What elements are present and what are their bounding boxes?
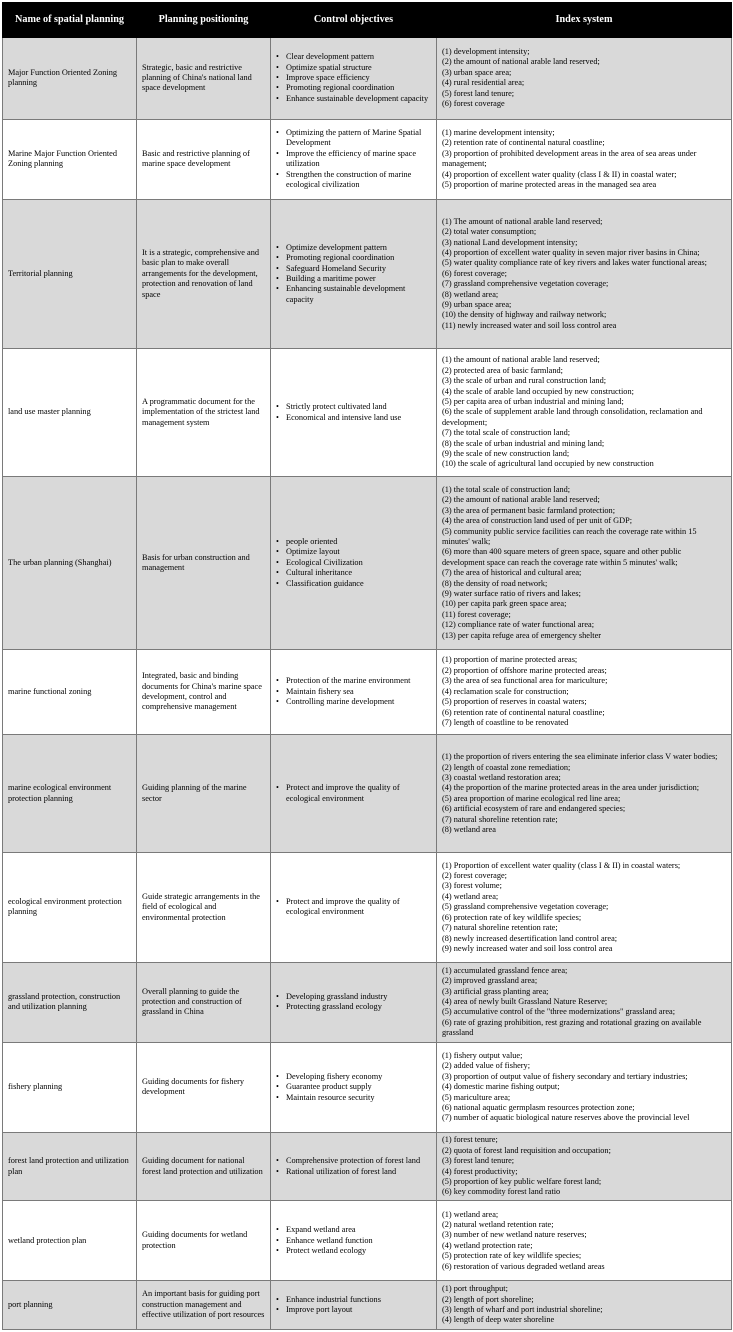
objectives-list <box>276 676 431 707</box>
index-list <box>442 1284 726 1326</box>
control-objectives-cell <box>271 200 437 349</box>
index-item: (2) natural wetland retention rate; <box>442 1219 554 1229</box>
objective-item: • Protect wetland ecology <box>276 1246 431 1256</box>
objective-item: • Enhance sustainable development capacity <box>276 94 431 104</box>
objectives-list <box>276 1156 431 1177</box>
index-item: (6) more than 400 square meters of green space, square and other public development space can reach the coverage rate within 5 minutes' walk; <box>442 547 682 567</box>
planning-name-cell: marine functional zoning <box>3 649 137 735</box>
index-list <box>442 1210 726 1272</box>
objectives-list <box>276 402 431 423</box>
index-item: (1) port throughput; <box>442 1284 508 1294</box>
table-row <box>3 477 732 649</box>
index-item: (1) the proportion of rivers entering the sea eliminate inferior class V water bodies; <box>442 752 718 762</box>
index-item: (9) urban space area; <box>442 299 512 309</box>
objectives-list <box>276 992 431 1013</box>
planning-positioning-cell: Guide strategic arrangements in the field of ecological and environmental protection <box>137 853 271 962</box>
index-item: (6) rate of grazing prohibition, rest grazing and rotational grazing on available grassland <box>442 1017 702 1038</box>
index-item: (8) the density of road network; <box>442 578 548 588</box>
planning-positioning-cell: Strategic, basic and restrictive planning of China's national land space development <box>137 38 271 120</box>
index-item: (3) proportion of prohibited development areas in the area of sea areas under management; <box>442 148 697 169</box>
index-item: (3) national Land development intensity; <box>442 237 578 247</box>
index-item: (3) the scale of urban and rural construction land; <box>442 376 607 386</box>
index-item: (8) newly increased desertification land control area; <box>442 933 618 943</box>
objectives-list <box>276 128 431 190</box>
index-item: (5) area proportion of marine ecological red line area; <box>442 793 621 803</box>
index-item: (6) key commodity forest land ratio <box>442 1187 561 1197</box>
index-item: (1) development intensity; <box>442 47 530 57</box>
header-row <box>3 3 732 38</box>
index-list <box>442 966 726 1039</box>
objective-item: • Strengthen the construction of marine ecological civilization <box>276 170 431 191</box>
planning-name-cell: Major Function Oriented Zoning planning <box>3 38 137 120</box>
control-objectives-cell <box>271 1201 437 1281</box>
objective-item: • Expand wetland area <box>276 1225 431 1235</box>
index-item: (1) wetland area; <box>442 1209 499 1219</box>
objective-item: • Classification guidance <box>276 579 431 589</box>
index-item: (3) number of new wetland nature reserves; <box>442 1230 587 1240</box>
index-item: (5) proportion of key public welfare forest land; <box>442 1177 602 1186</box>
objective-item: • Promoting regional coordination <box>276 83 431 93</box>
index-system-cell <box>437 348 732 476</box>
index-list <box>442 861 726 955</box>
index-item: (6) national aquatic germplasm resources protection zone; <box>442 1102 635 1112</box>
index-item: (10) the density of highway and railway network; <box>442 310 607 320</box>
index-item: (3) artificial grass planting area; <box>442 986 549 996</box>
control-objectives-cell <box>271 348 437 476</box>
index-item: (2) the amount of national arable land reserved; <box>442 495 600 505</box>
table-body <box>3 38 732 1330</box>
index-item: (2) quota of forest land requisition and occupation; <box>442 1145 611 1155</box>
planning-positioning-cell: Guiding documents for fishery development <box>137 1043 271 1133</box>
index-item: (5) accumulative control of the "three modernizations" grassland area; <box>442 1007 676 1017</box>
control-objectives-cell <box>271 477 437 649</box>
index-item: (1) forest tenure; <box>442 1135 498 1145</box>
index-system-cell <box>437 649 732 735</box>
index-item: (4) domestic marine fishing output; <box>442 1082 560 1092</box>
objective-item: • Improve port layout <box>276 1305 431 1315</box>
index-system-cell <box>437 1201 732 1281</box>
index-item: (2) protected area of basic farmland; <box>442 365 563 375</box>
index-item: (2) forest coverage; <box>442 871 507 881</box>
planning-positioning-cell: Overall planning to guide the protection and construction of grassland in China <box>137 962 271 1043</box>
index-item: (4) wetland protection rate; <box>442 1240 533 1250</box>
control-objectives-cell <box>271 1132 437 1201</box>
index-item: (4) the area of construction land used of per unit of GDP; <box>442 516 633 526</box>
index-item: (6) forest coverage <box>442 99 505 109</box>
objectives-list <box>276 243 431 305</box>
planning-positioning-cell: A programmatic document for the implementation of the strictest land management system <box>137 348 271 476</box>
objective-item: • Clear development pattern <box>276 52 431 62</box>
index-item: (2) added value of fishery; <box>442 1061 531 1071</box>
objective-item: • Improve the efficiency of marine space utilization <box>276 149 431 170</box>
objective-item: • Safeguard Homeland Security <box>276 264 431 274</box>
index-item: (2) proportion of offshore marine protected areas; <box>442 665 607 675</box>
objective-item: • Ecological Civilization <box>276 558 431 568</box>
index-item: (7) length of coastline to be renovated <box>442 717 569 727</box>
planning-name-cell: forest land protection and utilization plan <box>3 1132 137 1201</box>
index-item: (4) reclamation scale for construction; <box>442 686 569 696</box>
objective-item: • Enhance industrial functions <box>276 1295 431 1305</box>
planning-name-cell: Marine Major Function Oriented Zoning planning <box>3 119 137 200</box>
table-row <box>3 1280 732 1329</box>
control-objectives-cell <box>271 119 437 200</box>
table-row <box>3 735 732 853</box>
index-item: (6) the scale of supplement arable land through consolidation, reclamation and development; <box>442 407 703 427</box>
index-item: (8) wetland area; <box>442 289 499 299</box>
index-item: (3) forest land tenure; <box>442 1156 515 1166</box>
planning-name-cell: grassland protection, construction and utilization planning <box>3 962 137 1043</box>
index-item: (7) the total scale of construction land; <box>442 428 571 438</box>
index-item: (3) urban space area; <box>442 67 512 77</box>
index-item: (12) compliance rate of water functional area; <box>442 620 595 630</box>
planning-positioning-cell: An important basis for guiding port construction management and effective utilization of port resources <box>137 1280 271 1329</box>
table-row <box>3 119 732 200</box>
objective-item: • Developing fishery economy <box>276 1072 431 1082</box>
index-item: (1) The amount of national arable land reserved; <box>442 216 603 226</box>
index-item: (7) number of aquatic biological nature reserves above the provincial level <box>442 1113 690 1123</box>
index-item: (4) length of deep water shoreline <box>442 1315 555 1325</box>
objectives-list <box>276 1225 431 1256</box>
index-system-cell <box>437 119 732 200</box>
spatial-planning-table <box>2 2 732 1330</box>
index-item: (1) the total scale of construction land; <box>442 484 571 494</box>
index-item: (10) per capita park green space area; <box>442 599 567 609</box>
objective-item: • Maintain fishery sea <box>276 687 431 697</box>
header-positioning: Planning positioning <box>137 3 271 38</box>
objectives-list <box>276 897 431 918</box>
index-system-cell <box>437 200 732 349</box>
index-item: (2) length of port shoreline; <box>442 1294 534 1304</box>
objective-item: • Protect and improve the quality of ecological environment <box>276 783 431 804</box>
index-item: (4) proportion of excellent water quality (class I & II) in coastal water; <box>442 169 677 179</box>
index-list <box>442 217 726 331</box>
index-item: (5) water quality compliance rate of key rivers and lakes water functional areas; <box>442 258 707 268</box>
index-item: (4) wetland area; <box>442 891 499 901</box>
objective-item: • Protect and improve the quality of ecological environment <box>276 897 431 918</box>
planning-positioning-cell: It is a strategic, comprehensive and basic plan to make overall arrangements for the development, protection and renovation of land space <box>137 200 271 349</box>
objectives-list <box>276 1072 431 1103</box>
index-system-cell <box>437 1043 732 1133</box>
index-list <box>442 655 726 728</box>
planning-name-cell: The urban planning (Shanghai) <box>3 477 137 649</box>
index-item: (7) the area of historical and cultural area; <box>442 568 582 578</box>
header-name: Name of spatial planning <box>3 3 137 38</box>
control-objectives-cell <box>271 38 437 120</box>
objective-item: • Optimize development pattern <box>276 243 431 253</box>
objective-item: • Enhance wetland function <box>276 1236 431 1246</box>
table-row <box>3 1043 732 1133</box>
index-item: (1) the amount of national arable land reserved; <box>442 355 600 365</box>
table-row <box>3 1132 732 1201</box>
planning-name-cell: wetland protection plan <box>3 1201 137 1281</box>
index-item: (1) Proportion of excellent water quality (class I & II) in coastal waters; <box>442 860 681 870</box>
index-system-cell <box>437 853 732 962</box>
planning-name-cell: Territorial planning <box>3 200 137 349</box>
index-system-cell <box>437 962 732 1043</box>
index-item: (1) fishery output value; <box>442 1050 523 1060</box>
table-row <box>3 200 732 349</box>
objective-item: • people oriented <box>276 537 431 547</box>
index-list <box>442 485 726 641</box>
objective-item: • Protecting grassland ecology <box>276 1002 431 1012</box>
control-objectives-cell <box>271 962 437 1043</box>
objective-item: • Comprehensive protection of forest land <box>276 1156 431 1166</box>
index-item: (2) total water consumption; <box>442 227 537 237</box>
index-item: (3) the area of sea functional area for mariculture; <box>442 676 608 686</box>
index-item: (7) natural shoreline retention rate; <box>442 923 558 933</box>
index-item: (1) proportion of marine protected areas; <box>442 655 578 665</box>
index-item: (4) proportion of excellent water quality in seven major river basins in China; <box>442 247 700 257</box>
objectives-list <box>276 52 431 104</box>
objective-item: • Developing grassland industry <box>276 992 431 1002</box>
index-list <box>442 1135 726 1197</box>
table-row <box>3 649 732 735</box>
header-index-system: Index system <box>437 3 732 38</box>
index-item: (9) the scale of new construction land; <box>442 449 570 459</box>
index-list <box>442 355 726 469</box>
planning-positioning-cell: Guiding planning of the marine sector <box>137 735 271 853</box>
index-item: (9) water surface ratio of rivers and lakes; <box>442 588 581 598</box>
index-system-cell <box>437 735 732 853</box>
index-item: (2) the amount of national arable land reserved; <box>442 57 600 67</box>
index-item: (7) natural shoreline retention rate; <box>442 814 558 824</box>
objective-item: • Rational utilization of forest land <box>276 1167 431 1177</box>
index-item: (2) retention rate of continental natural coastline; <box>442 138 605 148</box>
control-objectives-cell <box>271 853 437 962</box>
control-objectives-cell <box>271 1280 437 1329</box>
index-item: (4) the proportion of the marine protected areas in the area under jurisdiction; <box>442 783 700 793</box>
index-item: (2) improved grassland area; <box>442 976 538 986</box>
table-row <box>3 853 732 962</box>
index-item: (5) grassland comprehensive vegetation coverage; <box>442 902 609 912</box>
index-list <box>442 128 726 190</box>
index-item: (5) community public service facilities can reach the coverage rate within 15 minutes' walk; <box>442 526 697 546</box>
index-item: (11) forest coverage; <box>442 609 511 619</box>
index-item: (5) mariculture area; <box>442 1092 511 1102</box>
table-row <box>3 348 732 476</box>
table-row <box>3 38 732 120</box>
table-row <box>3 962 732 1043</box>
index-item: (3) coastal wetland restoration area; <box>442 773 561 783</box>
index-item: (5) proportion of reserves in coastal waters; <box>442 697 587 707</box>
planning-name-cell: marine ecological environment protection planning <box>3 735 137 853</box>
planning-positioning-cell: Basis for urban construction and management <box>137 477 271 649</box>
index-item: (6) artificial ecosystem of rare and endangered species; <box>442 804 626 814</box>
index-item: (5) forest land tenure; <box>442 88 515 98</box>
index-item: (6) forest coverage; <box>442 268 507 278</box>
index-item: (8) wetland area <box>442 825 496 835</box>
index-item: (13) per capita refuge area of emergency shelter <box>442 630 602 640</box>
planning-positioning-cell: Basic and restrictive planning of marine space development <box>137 119 271 200</box>
header-objectives: Control objectives <box>271 3 437 38</box>
planning-positioning-cell: Integrated, basic and binding documents for China's marine space development, control and comprehensive management <box>137 649 271 735</box>
objectives-list <box>276 1295 431 1316</box>
index-item: (8) the scale of urban industrial and mining land; <box>442 438 605 448</box>
index-list <box>442 752 726 835</box>
objective-item: • Protection of the marine environment <box>276 676 431 686</box>
objective-item: • Guarantee product supply <box>276 1082 431 1092</box>
control-objectives-cell <box>271 735 437 853</box>
index-item: (5) proportion of marine protected areas in the managed sea area <box>442 180 657 190</box>
objective-item: • Economical and intensive land use <box>276 413 431 423</box>
index-item: (6) retention rate of continental natural coastline; <box>442 707 605 717</box>
index-item: (1) accumulated grassland fence area; <box>442 965 568 975</box>
objective-item: • Cultural inheritance <box>276 568 431 578</box>
objective-item: • Optimize spatial structure <box>276 63 431 73</box>
index-item: (4) the scale of arable land occupied by new construction; <box>442 386 634 396</box>
index-item: (2) length of coastal zone remediation; <box>442 762 571 772</box>
planning-name-cell: ecological environment protection planning <box>3 853 137 962</box>
table-row <box>3 1201 732 1281</box>
objective-item: • Optimizing the pattern of Marine Spatial Development <box>276 128 431 149</box>
index-item: (6) protection rate of key wildlife species; <box>442 912 582 922</box>
index-item: (10) the scale of agricultural land occupied by new construction <box>442 459 654 469</box>
control-objectives-cell <box>271 1043 437 1133</box>
objective-item: • Building a maritime power <box>276 274 431 284</box>
objectives-list <box>276 783 431 804</box>
objective-item: • Improve space efficiency <box>276 73 431 83</box>
index-item: (7) grassland comprehensive vegetation coverage; <box>442 279 609 289</box>
objective-item: • Maintain resource security <box>276 1093 431 1103</box>
planning-name-cell: port planning <box>3 1280 137 1329</box>
objective-item: • Promoting regional coordination <box>276 253 431 263</box>
index-list <box>442 1051 726 1124</box>
planning-positioning-cell: Guiding documents for wetland protection <box>137 1201 271 1281</box>
objectives-list <box>276 537 431 589</box>
index-item: (5) per capita area of urban industrial and mining land; <box>442 397 624 406</box>
index-item: (6) restoration of various degraded wetland areas <box>442 1261 605 1271</box>
control-objectives-cell <box>271 649 437 735</box>
objective-item: • Strictly protect cultivated land <box>276 402 431 412</box>
index-list <box>442 47 726 109</box>
index-item: (4) area of newly built Grassland Nature Reserve; <box>442 997 608 1007</box>
planning-positioning-cell: Guiding document for national forest land protection and utilization <box>137 1132 271 1201</box>
objective-item: • Enhancing sustainable development capacity <box>276 284 431 305</box>
index-item: (5) protection rate of key wildlife species; <box>442 1251 582 1261</box>
index-item: (1) marine development intensity; <box>442 128 555 138</box>
objective-item: • Controlling marine development <box>276 697 431 707</box>
index-system-cell <box>437 1132 732 1201</box>
planning-name-cell: fishery planning <box>3 1043 137 1133</box>
index-item: (3) the area of permanent basic farmland protection; <box>442 505 616 515</box>
index-item: (4) forest productivity; <box>442 1166 518 1176</box>
index-item: (3) forest volume; <box>442 881 502 891</box>
planning-name-cell: land use master planning <box>3 348 137 476</box>
index-system-cell <box>437 1280 732 1329</box>
objective-item: • Optimize layout <box>276 547 431 557</box>
index-system-cell <box>437 477 732 649</box>
index-item: (4) rural residential area; <box>442 78 525 88</box>
index-item: (3) proportion of output value of fishery secondary and tertiary industries; <box>442 1071 688 1081</box>
index-item: (11) newly increased water and soil loss control area <box>442 320 617 330</box>
index-system-cell <box>437 38 732 120</box>
index-item: (3) length of wharf and port industrial shoreline; <box>442 1304 603 1314</box>
index-item: (9) newly increased water and soil loss control area <box>442 943 613 953</box>
